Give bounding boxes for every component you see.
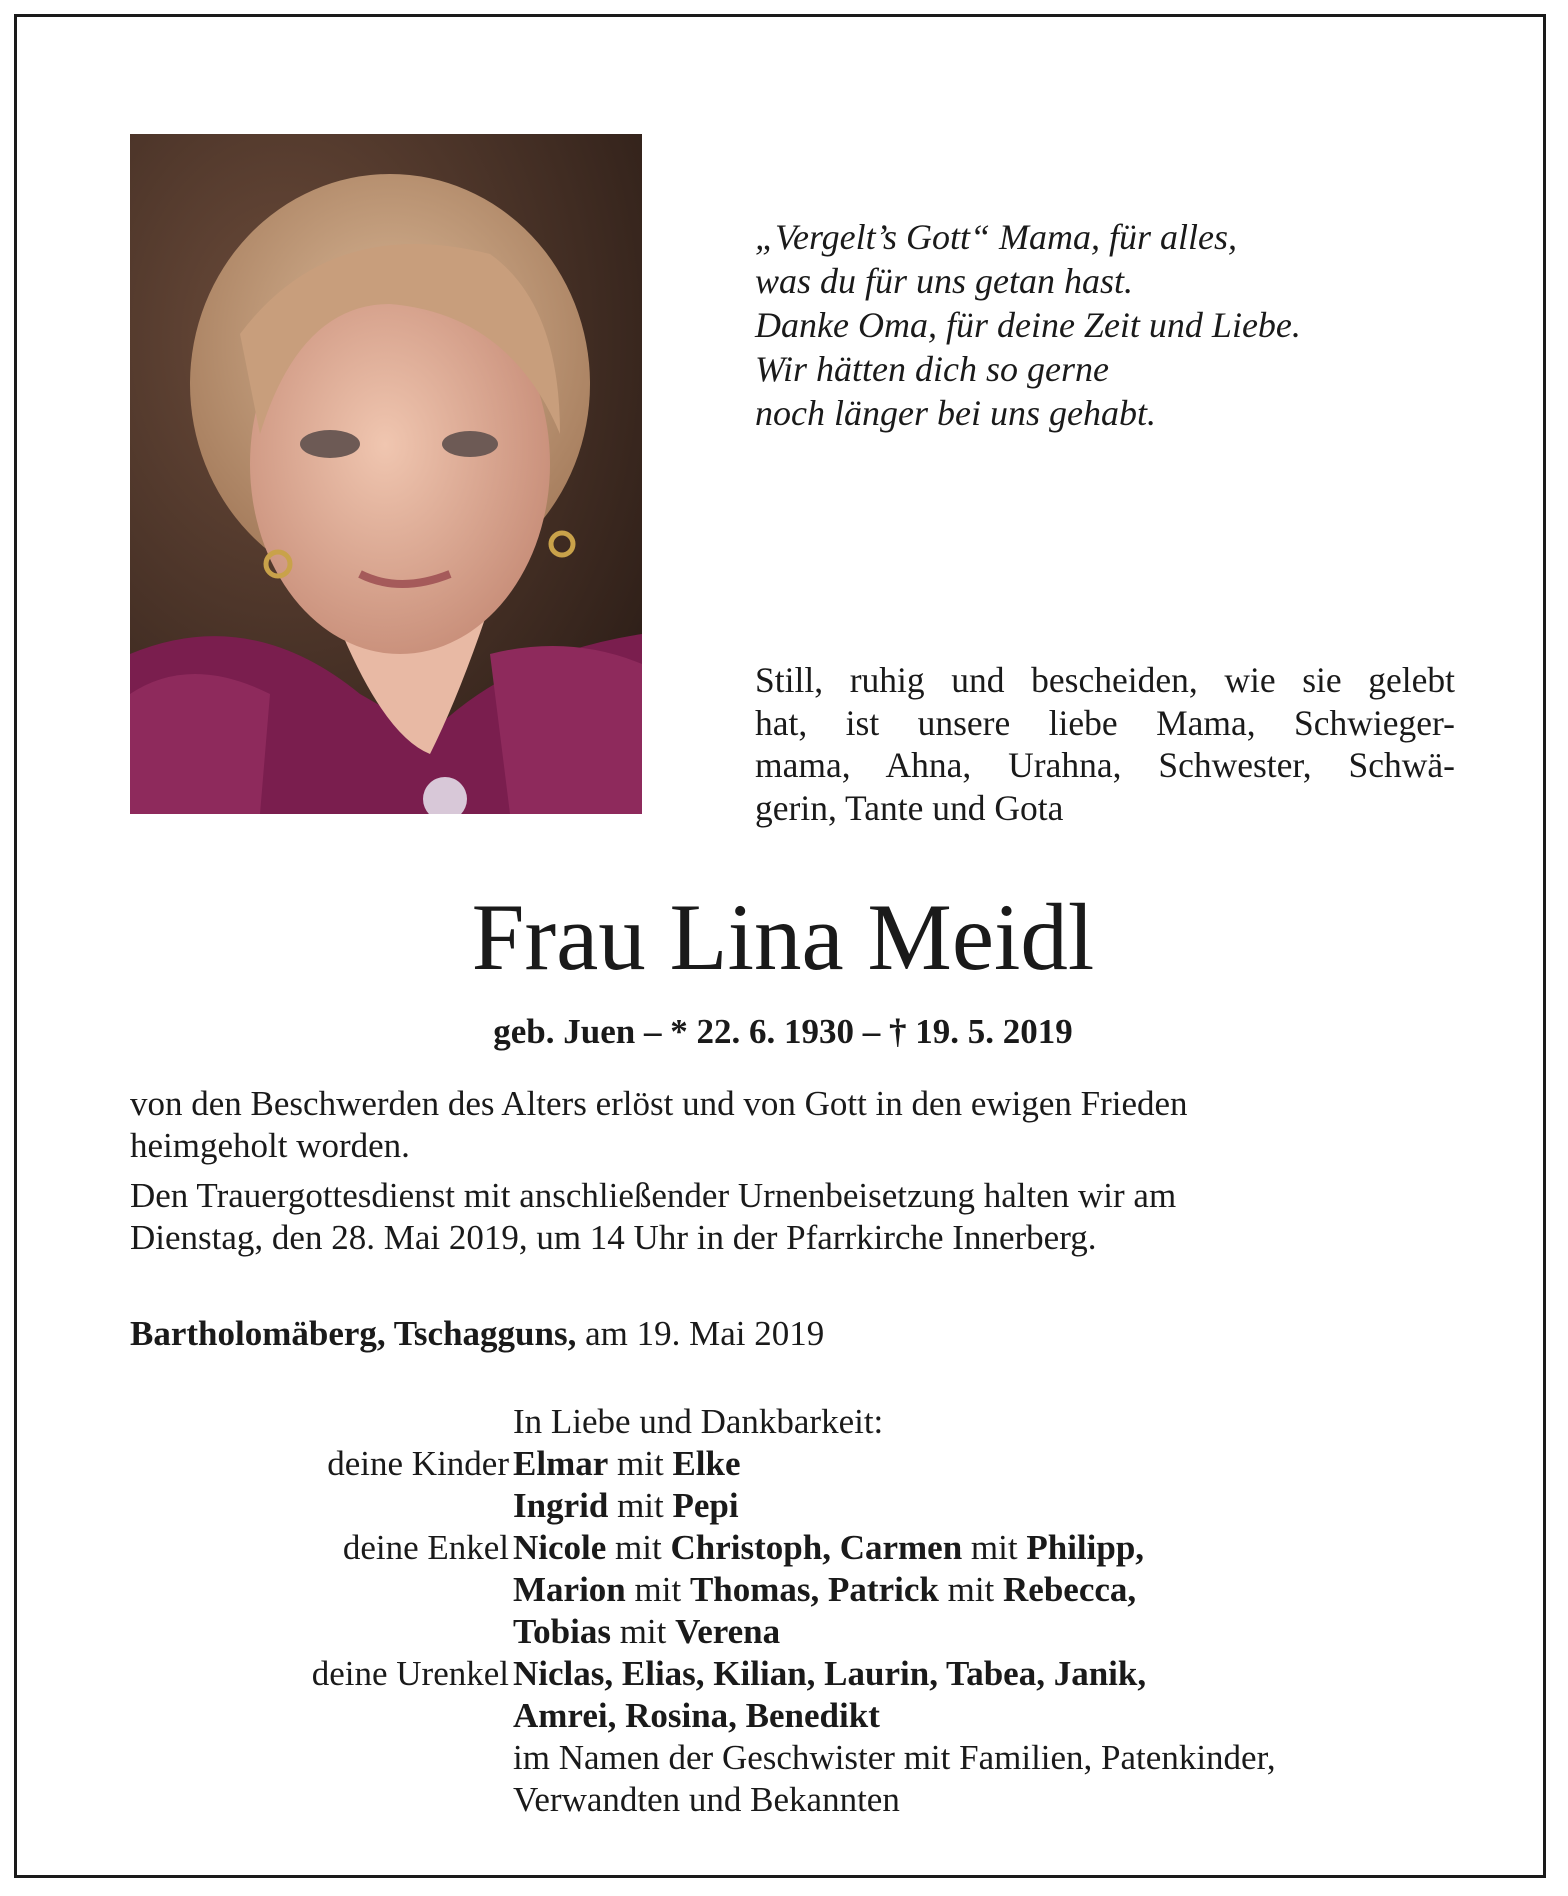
- family-name: Pepi: [672, 1486, 739, 1525]
- quote-line: Danke Oma, für deine Zeit und Liebe.: [755, 305, 1301, 345]
- family-name: Nicole: [513, 1528, 607, 1567]
- family-name: Rebecca,: [1003, 1570, 1137, 1609]
- family-name: Niclas, Elias, Kilian, Laurin, Tabea, Janik,: [513, 1654, 1147, 1693]
- intro-text: [755, 659, 1455, 829]
- body-line: Den Trauergottesdienst mit anschließender Urnenbeisetzung halten wir am: [130, 1176, 1177, 1215]
- family-name: Carmen: [839, 1528, 963, 1567]
- closing-line: Verwandten und Bekannten: [513, 1780, 900, 1819]
- life-dates: geb. Juen – * 22. 6. 1930 – † 19. 5. 2019: [493, 1012, 1073, 1051]
- family-entry: [513, 1695, 880, 1737]
- closing-row: [17, 1737, 1549, 1779]
- family-entry: [513, 1569, 1136, 1611]
- mit-word: mit: [970, 1528, 1018, 1567]
- family-row: [17, 1443, 1549, 1485]
- family-name: Elke: [672, 1444, 741, 1483]
- family-row: [17, 1569, 1549, 1611]
- mit-word: mit: [634, 1570, 682, 1609]
- enkel-label: deine Enkel: [342, 1528, 509, 1567]
- quote-block: [755, 215, 1455, 435]
- family-name: Philipp,: [1026, 1528, 1145, 1567]
- mit-word: mit: [617, 1444, 664, 1483]
- closing-row: [17, 1779, 1549, 1821]
- intro-line: gerin, Tante und Gota: [755, 787, 1064, 828]
- family-entry: [513, 1485, 739, 1527]
- family-list: [17, 1401, 1549, 1821]
- place-date-text: am 19. Mai 2019: [576, 1314, 825, 1353]
- body-line: Dienstag, den 28. Mai 2019, um 14 Uhr in der Pfarrkirche Innerberg.: [130, 1218, 1097, 1257]
- quote-line: Wir hätten dich so gerne: [755, 349, 1109, 389]
- family-intro: In Liebe und Dankbarkeit:: [513, 1402, 884, 1441]
- portrait-image: [130, 134, 642, 814]
- mit-word: mit: [617, 1486, 664, 1525]
- mit-word: mit: [619, 1612, 667, 1651]
- family-row: [17, 1527, 1549, 1569]
- place-date: [130, 1313, 824, 1355]
- mit-word: mit: [947, 1570, 995, 1609]
- family-name: Ingrid: [513, 1486, 609, 1525]
- body-paragraph-1: [130, 1083, 1460, 1167]
- family-entry: [513, 1527, 1144, 1569]
- urenkel-label: deine Urenkel: [311, 1654, 509, 1693]
- place-names: Bartholomäberg, Tschagguns,: [130, 1314, 577, 1353]
- family-name: Christoph,: [670, 1528, 831, 1567]
- family-entry: [513, 1443, 741, 1485]
- intro-line: mama, Ahna, Urahna, Schwester, Schwä-: [755, 745, 1455, 785]
- family-entry: [513, 1611, 780, 1653]
- quote-line: was du für uns getan hast.: [755, 261, 1134, 301]
- body-line: von den Beschwerden des Alters erlöst und von Gott in den ewigen Frieden: [130, 1084, 1188, 1123]
- family-name: Marion: [513, 1570, 626, 1609]
- family-intro-row: [17, 1401, 1549, 1443]
- closing-line: im Namen der Geschwister mit Familien, Patenkinder,: [513, 1738, 1276, 1777]
- family-row: [17, 1485, 1549, 1527]
- family-row: [17, 1653, 1549, 1695]
- intro-line: Still, ruhig und bescheiden, wie sie gelebt: [755, 660, 1455, 700]
- body-line: heimgeholt worden.: [130, 1126, 410, 1165]
- family-name: Tobias: [513, 1612, 611, 1651]
- intro-line: hat, ist unsere liebe Mama, Schwieger-: [755, 702, 1455, 743]
- family-name: Thomas,: [689, 1570, 820, 1609]
- quote-line: „Vergelt’s Gott“ Mama, für alles,: [755, 217, 1238, 257]
- family-row: [17, 1611, 1549, 1653]
- family-name: Amrei, Rosina, Benedikt: [513, 1696, 880, 1735]
- kinder-label: deine Kinder: [327, 1444, 509, 1483]
- family-row: [17, 1695, 1549, 1737]
- mit-word: mit: [615, 1528, 662, 1567]
- deceased-name: Frau Lina Meidl: [471, 884, 1095, 990]
- family-name: Verena: [675, 1612, 781, 1651]
- family-entry: [513, 1653, 1146, 1695]
- portrait-photo: [130, 134, 642, 814]
- body-paragraph-2: [130, 1175, 1460, 1259]
- family-name: Patrick: [828, 1570, 939, 1609]
- obituary-card: [14, 14, 1546, 1878]
- family-name: Elmar: [513, 1444, 609, 1483]
- quote-line: noch länger bei uns gehabt.: [755, 393, 1156, 433]
